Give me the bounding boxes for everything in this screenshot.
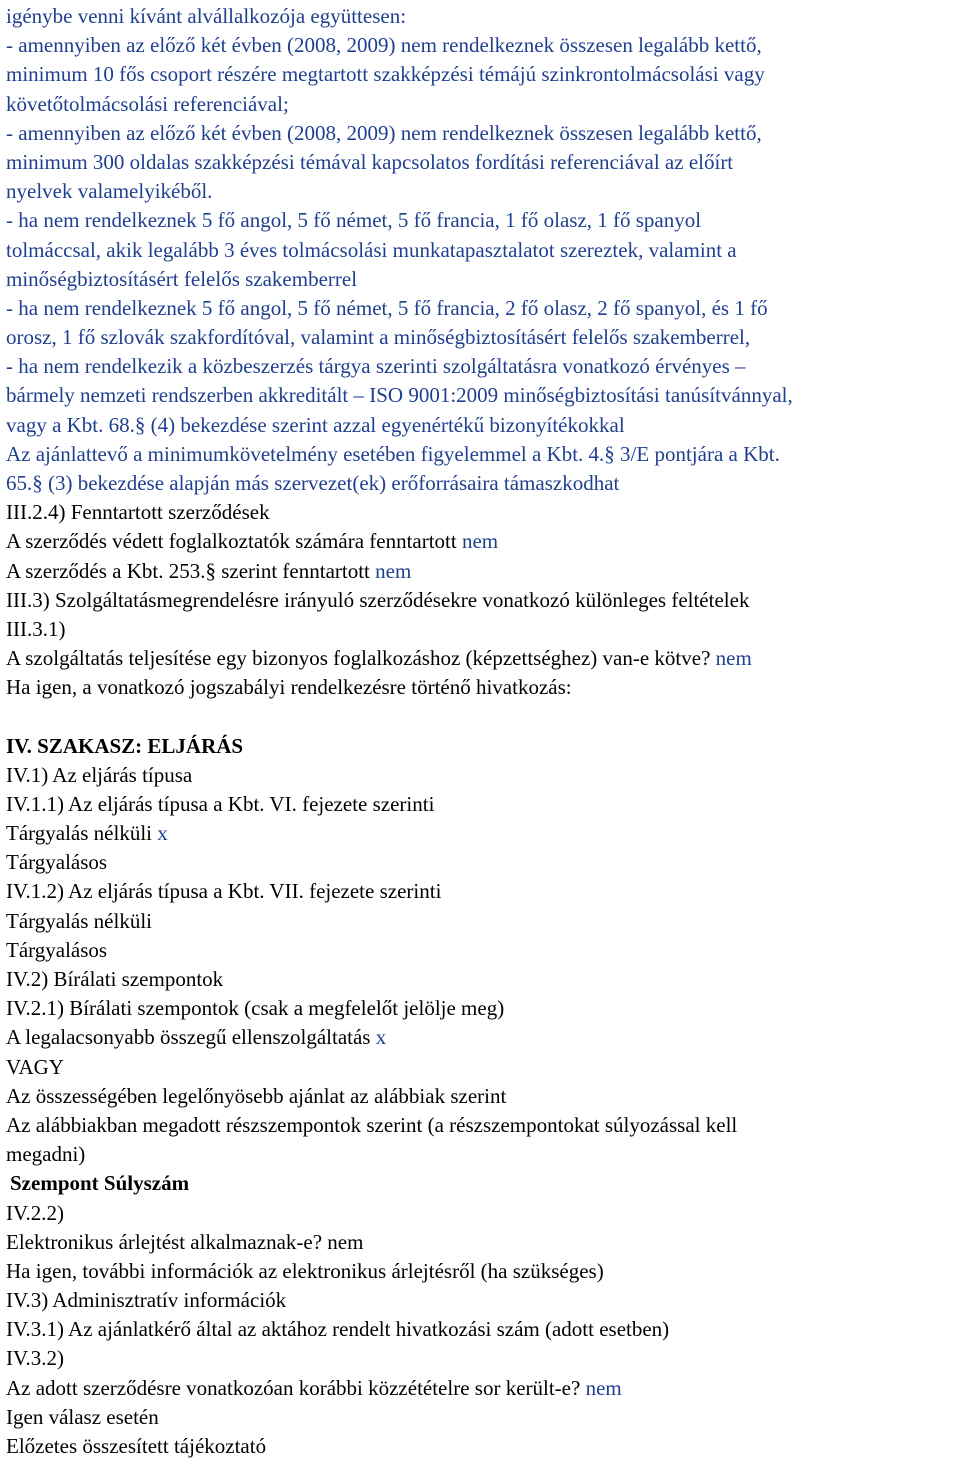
vi-option-negotiated: Tárgyalásos bbox=[6, 850, 108, 875]
text-line: vagy a Kbt. 68.§ (4) bekezdése szerint azzal egyenértékű bizonyítékokkal bbox=[6, 412, 625, 437]
profession-value: nem bbox=[715, 646, 752, 671]
yes-case-label: Igen válasz esetén bbox=[6, 1404, 159, 1429]
text-line: követőtolmácsolási referenciával; bbox=[6, 91, 289, 116]
section-4-title: IV. SZAKASZ: ELJÁRÁS bbox=[6, 733, 244, 758]
reserved-sheltered-label: A szerződés védett foglalkoztatók számára fenntartott bbox=[6, 529, 462, 554]
procedure-type-vi: IV.1.1) Az eljárás típusa a Kbt. VI. fejezete szerinti bbox=[6, 791, 435, 816]
text-line: - amennyiben az előző két évben (2008, 2009) nem rendelkeznek összesen legalább kettő, bbox=[6, 120, 762, 145]
lowest-price-label: A legalacsonyabb összegű ellenszolgáltatás bbox=[6, 1025, 376, 1050]
admin-info-heading: IV.3) Adminisztratív információk bbox=[6, 1288, 287, 1313]
selected-mark: x bbox=[157, 821, 168, 846]
previous-publication-label: Az adott szerződésre vonatkozóan korábbi közzétételre sor került-e? bbox=[6, 1375, 586, 1400]
text-line: - amennyiben az előző két évben (2008, 2009) nem rendelkeznek összesen legalább kettő, bbox=[6, 33, 762, 58]
section-3-reserved bbox=[6, 498, 960, 702]
prior-information-label: Előzetes összesített tájékoztató bbox=[6, 1434, 267, 1458]
section-gap bbox=[6, 703, 960, 732]
text-line: - ha nem rendelkezik a közbeszerzés tárgya szerinti szolgáltatásra vonatkozó érvényes – bbox=[6, 354, 746, 379]
reserved-kbt-label: A szerződés a Kbt. 253.§ szerint fenntartott bbox=[6, 558, 376, 583]
service-subsection-number: III.3.1) bbox=[6, 616, 66, 641]
text-line: minimum 10 fős csoport részére megtartott szakképzési témájú szinkrontolmácsolási vagy bbox=[6, 62, 765, 87]
criteria-column-header: Szempont bbox=[10, 1171, 99, 1196]
profession-row bbox=[6, 644, 960, 673]
selected-mark: x bbox=[375, 1025, 387, 1050]
previous-publication-number: IV.3.2) bbox=[6, 1346, 64, 1371]
text-line: - ha nem rendelkeznek 5 fő angol, 5 fő német, 5 fő francia, 2 fő olasz, 2 fő spanyol, és 1 fő bbox=[6, 295, 768, 320]
reserved-sheltered-row bbox=[6, 527, 960, 556]
text-line: minimum 300 oldalas szakképzési témával kapcsolatos fordítási referenciával az előírt bbox=[6, 149, 734, 174]
lowest-price-row bbox=[6, 1023, 960, 1052]
award-criteria-subheading: IV.2.1) Bírálati szempontok (csak a megfelelőt jelölje meg) bbox=[6, 996, 505, 1021]
reserved-kbt-value: nem bbox=[375, 558, 412, 583]
reserved-kbt-row bbox=[6, 557, 960, 586]
eauction-question: Elektronikus árlejtést alkalmaznak-e? nem bbox=[6, 1229, 364, 1254]
or-separator: VAGY bbox=[6, 1054, 64, 1079]
text-line: 65.§ (3) bekezdése alapján más szervezet(ek) erőforrásaira támaszkodhat bbox=[6, 471, 620, 495]
eauction-number: IV.2.2) bbox=[6, 1200, 64, 1225]
weight-column-header: Súlyszám bbox=[103, 1171, 190, 1196]
text-line: Az ajánlattevő a minimumkövetelmény esetében figyelemmel a Kbt. 4.§ 3/E pontjára a Kbt. bbox=[6, 441, 780, 466]
reserved-sheltered-value: nem bbox=[461, 529, 499, 554]
sub-criteria-line-2: megadni) bbox=[6, 1142, 86, 1167]
reserved-contracts-heading: III.2.4) Fenntartott szerződések bbox=[6, 500, 270, 525]
eauction-info: Ha igen, további információk az elektronikus árlejtésről (ha szükséges) bbox=[6, 1258, 604, 1283]
text-line: orosz, 1 fő szlovák szakfordítóval, valamint a minőségbiztosításért felelős szakemberrel, bbox=[6, 325, 751, 350]
previous-publication-value: nem bbox=[585, 1375, 622, 1400]
vi-option-no-negotiation bbox=[6, 819, 960, 848]
vii-option-negotiated: Tárgyalásos bbox=[6, 937, 108, 962]
section-4-procedure bbox=[6, 732, 960, 1462]
procedure-type-heading: IV.1) Az eljárás típusa bbox=[6, 762, 193, 787]
procedure-type-vii: IV.1.2) Az eljárás típusa a Kbt. VII. fejezete szerinti bbox=[6, 879, 442, 904]
blue-requirements-block bbox=[6, 2, 960, 498]
text-line: tolmáccsal, akik legalább 3 éves tolmácsolási munkatapasztalatot szereztek, valamint a bbox=[6, 237, 737, 262]
profession-label: A szolgáltatás teljesítése egy bizonyos foglalkozáshoz (képzettséghez) van-e kötve? bbox=[6, 646, 716, 671]
text-line: nyelvek valamelyikéből. bbox=[6, 179, 213, 204]
vi-option-no-negotiation-label: Tárgyalás nélküli bbox=[6, 821, 158, 846]
service-conditions-heading: III.3) Szolgáltatásmegrendelésre irányuló szerződésekre vonatkozó különleges feltételek bbox=[6, 587, 750, 612]
previous-publication-row bbox=[6, 1374, 960, 1403]
award-criteria-heading: IV.2) Bírálati szempontok bbox=[6, 967, 224, 991]
sub-criteria-line-1: Az alábbiakban megadott részszempontok szerint (a részszempontokat súlyozással kell bbox=[6, 1112, 738, 1137]
text-line: minőségbiztosításért felelős szakemberrel bbox=[6, 266, 358, 291]
meat-label: Az összességében legelőnyösebb ajánlat az alábbiak szerint bbox=[6, 1083, 507, 1108]
legal-reference-label: Ha igen, a vonatkozó jogszabályi rendelkezésre történő hivatkozás: bbox=[6, 675, 572, 700]
text-line: - ha nem rendelkeznek 5 fő angol, 5 fő német, 5 fő francia, 1 fő olasz, 1 fő spanyol bbox=[6, 208, 702, 233]
text-line: igénybe venni kívánt alvállalkozója együttesen: bbox=[6, 4, 407, 28]
file-reference-label: IV.3.1) Az ajánlatkérő által az aktához rendelt hivatkozási szám (adott esetben) bbox=[6, 1317, 670, 1342]
criteria-table-header bbox=[6, 1169, 960, 1198]
text-line: bármely nemzeti rendszerben akkreditált – ISO 9001:2009 minőségbiztosítási tanúsítvánnyal, bbox=[6, 383, 793, 408]
vii-option-no-negotiation: Tárgyalás nélküli bbox=[6, 908, 152, 933]
